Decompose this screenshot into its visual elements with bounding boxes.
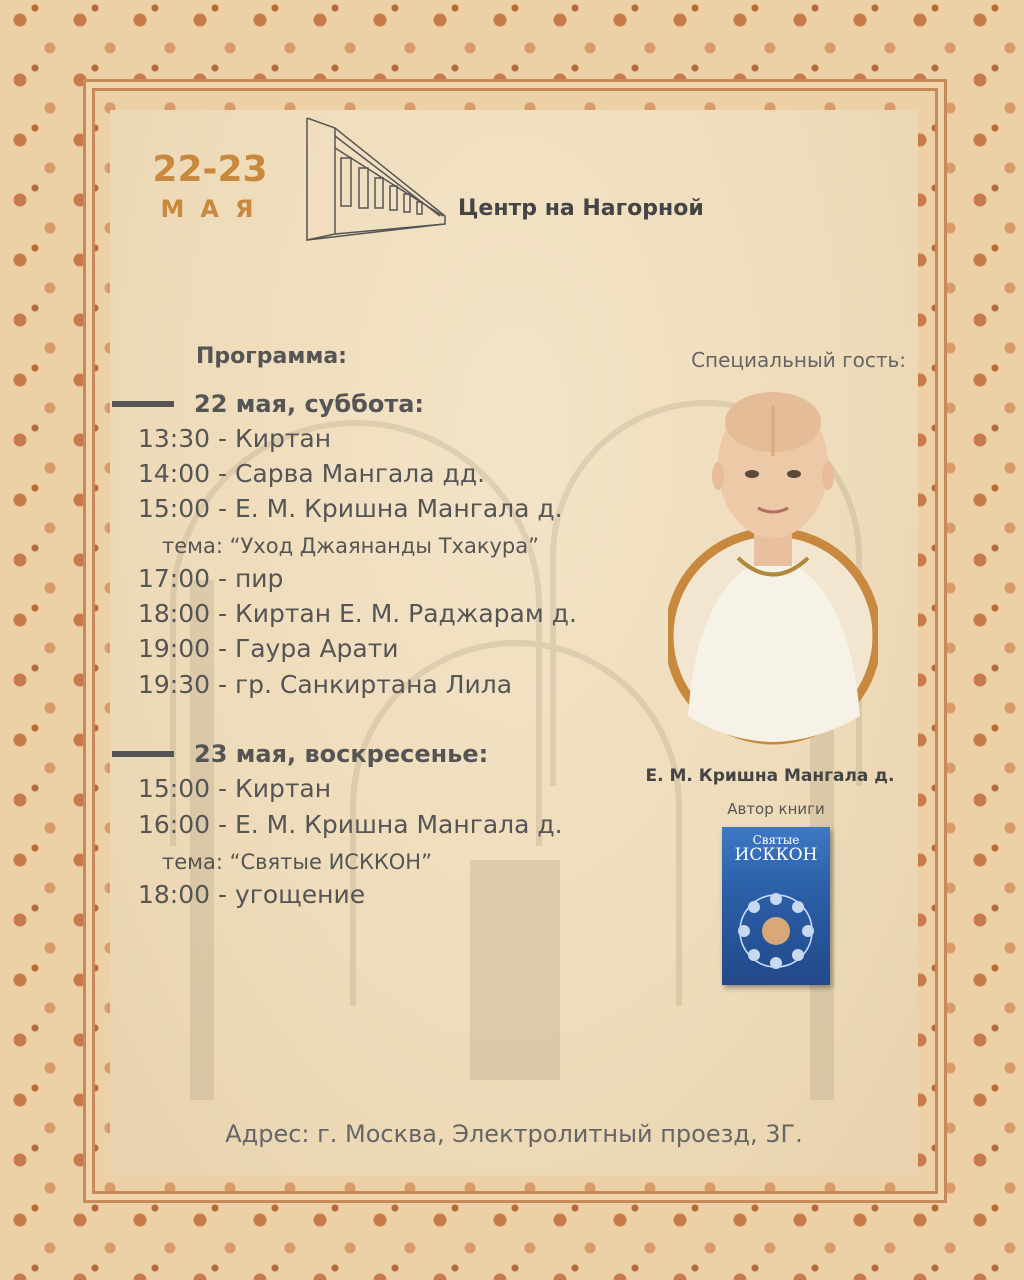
special-guest-label: Специальный гость: xyxy=(691,348,906,372)
schedule-item: 14:00 - Сарва Мангала дд. xyxy=(138,459,486,488)
schedule-item: 15:00 - Е. М. Кришна Мангала д. xyxy=(138,494,563,523)
schedule-item: 19:00 - Гаура Арати xyxy=(138,634,399,663)
day2-heading xyxy=(112,740,488,768)
book-title-line1: Святые xyxy=(752,833,800,847)
book-cover xyxy=(722,827,830,985)
event-days: 22-23 xyxy=(152,149,268,190)
event-month: МАЯ xyxy=(160,195,270,223)
schedule-item: 13:30 - Киртан xyxy=(138,424,332,453)
program-title: Программа: xyxy=(196,344,347,369)
schedule-item: 18:00 - Киртан Е. М. Раджарам д. xyxy=(138,599,577,628)
schedule-topic: тема: “Уход Джаянанды Тхакура” xyxy=(162,534,540,558)
schedule-item: 15:00 - Киртан xyxy=(138,774,332,803)
book-caption: Автор книги xyxy=(727,800,825,818)
schedule-topic: тема: “Святые ИСККОН” xyxy=(162,850,432,874)
divider-bar xyxy=(112,751,174,757)
day2-label: 23 мая, воскресенье: xyxy=(194,740,489,768)
guest-name: Е. М. Кришна Мангала д. xyxy=(645,766,895,786)
schedule-item: 17:00 - пир xyxy=(138,564,284,593)
schedule-item: 16:00 - Е. М. Кришна Мангала д. xyxy=(138,810,563,839)
schedule-item: 19:30 - гр. Санкиртана Лила xyxy=(138,670,513,699)
schedule-item: 18:00 - угощение xyxy=(138,880,366,909)
day1-heading xyxy=(112,390,424,418)
guest-portrait xyxy=(668,386,878,752)
address: Адрес: г. Москва, Электролитный проезд, 3Г. xyxy=(225,1120,803,1148)
building-icon xyxy=(305,116,450,244)
venue-name: Центр на Нагорной xyxy=(458,196,704,221)
event-date xyxy=(140,148,280,226)
book-illustration xyxy=(736,891,816,971)
book-title-line2: ИСККОН xyxy=(734,845,818,865)
day1-label: 22 мая, суббота: xyxy=(194,390,425,418)
divider-bar xyxy=(112,401,174,407)
